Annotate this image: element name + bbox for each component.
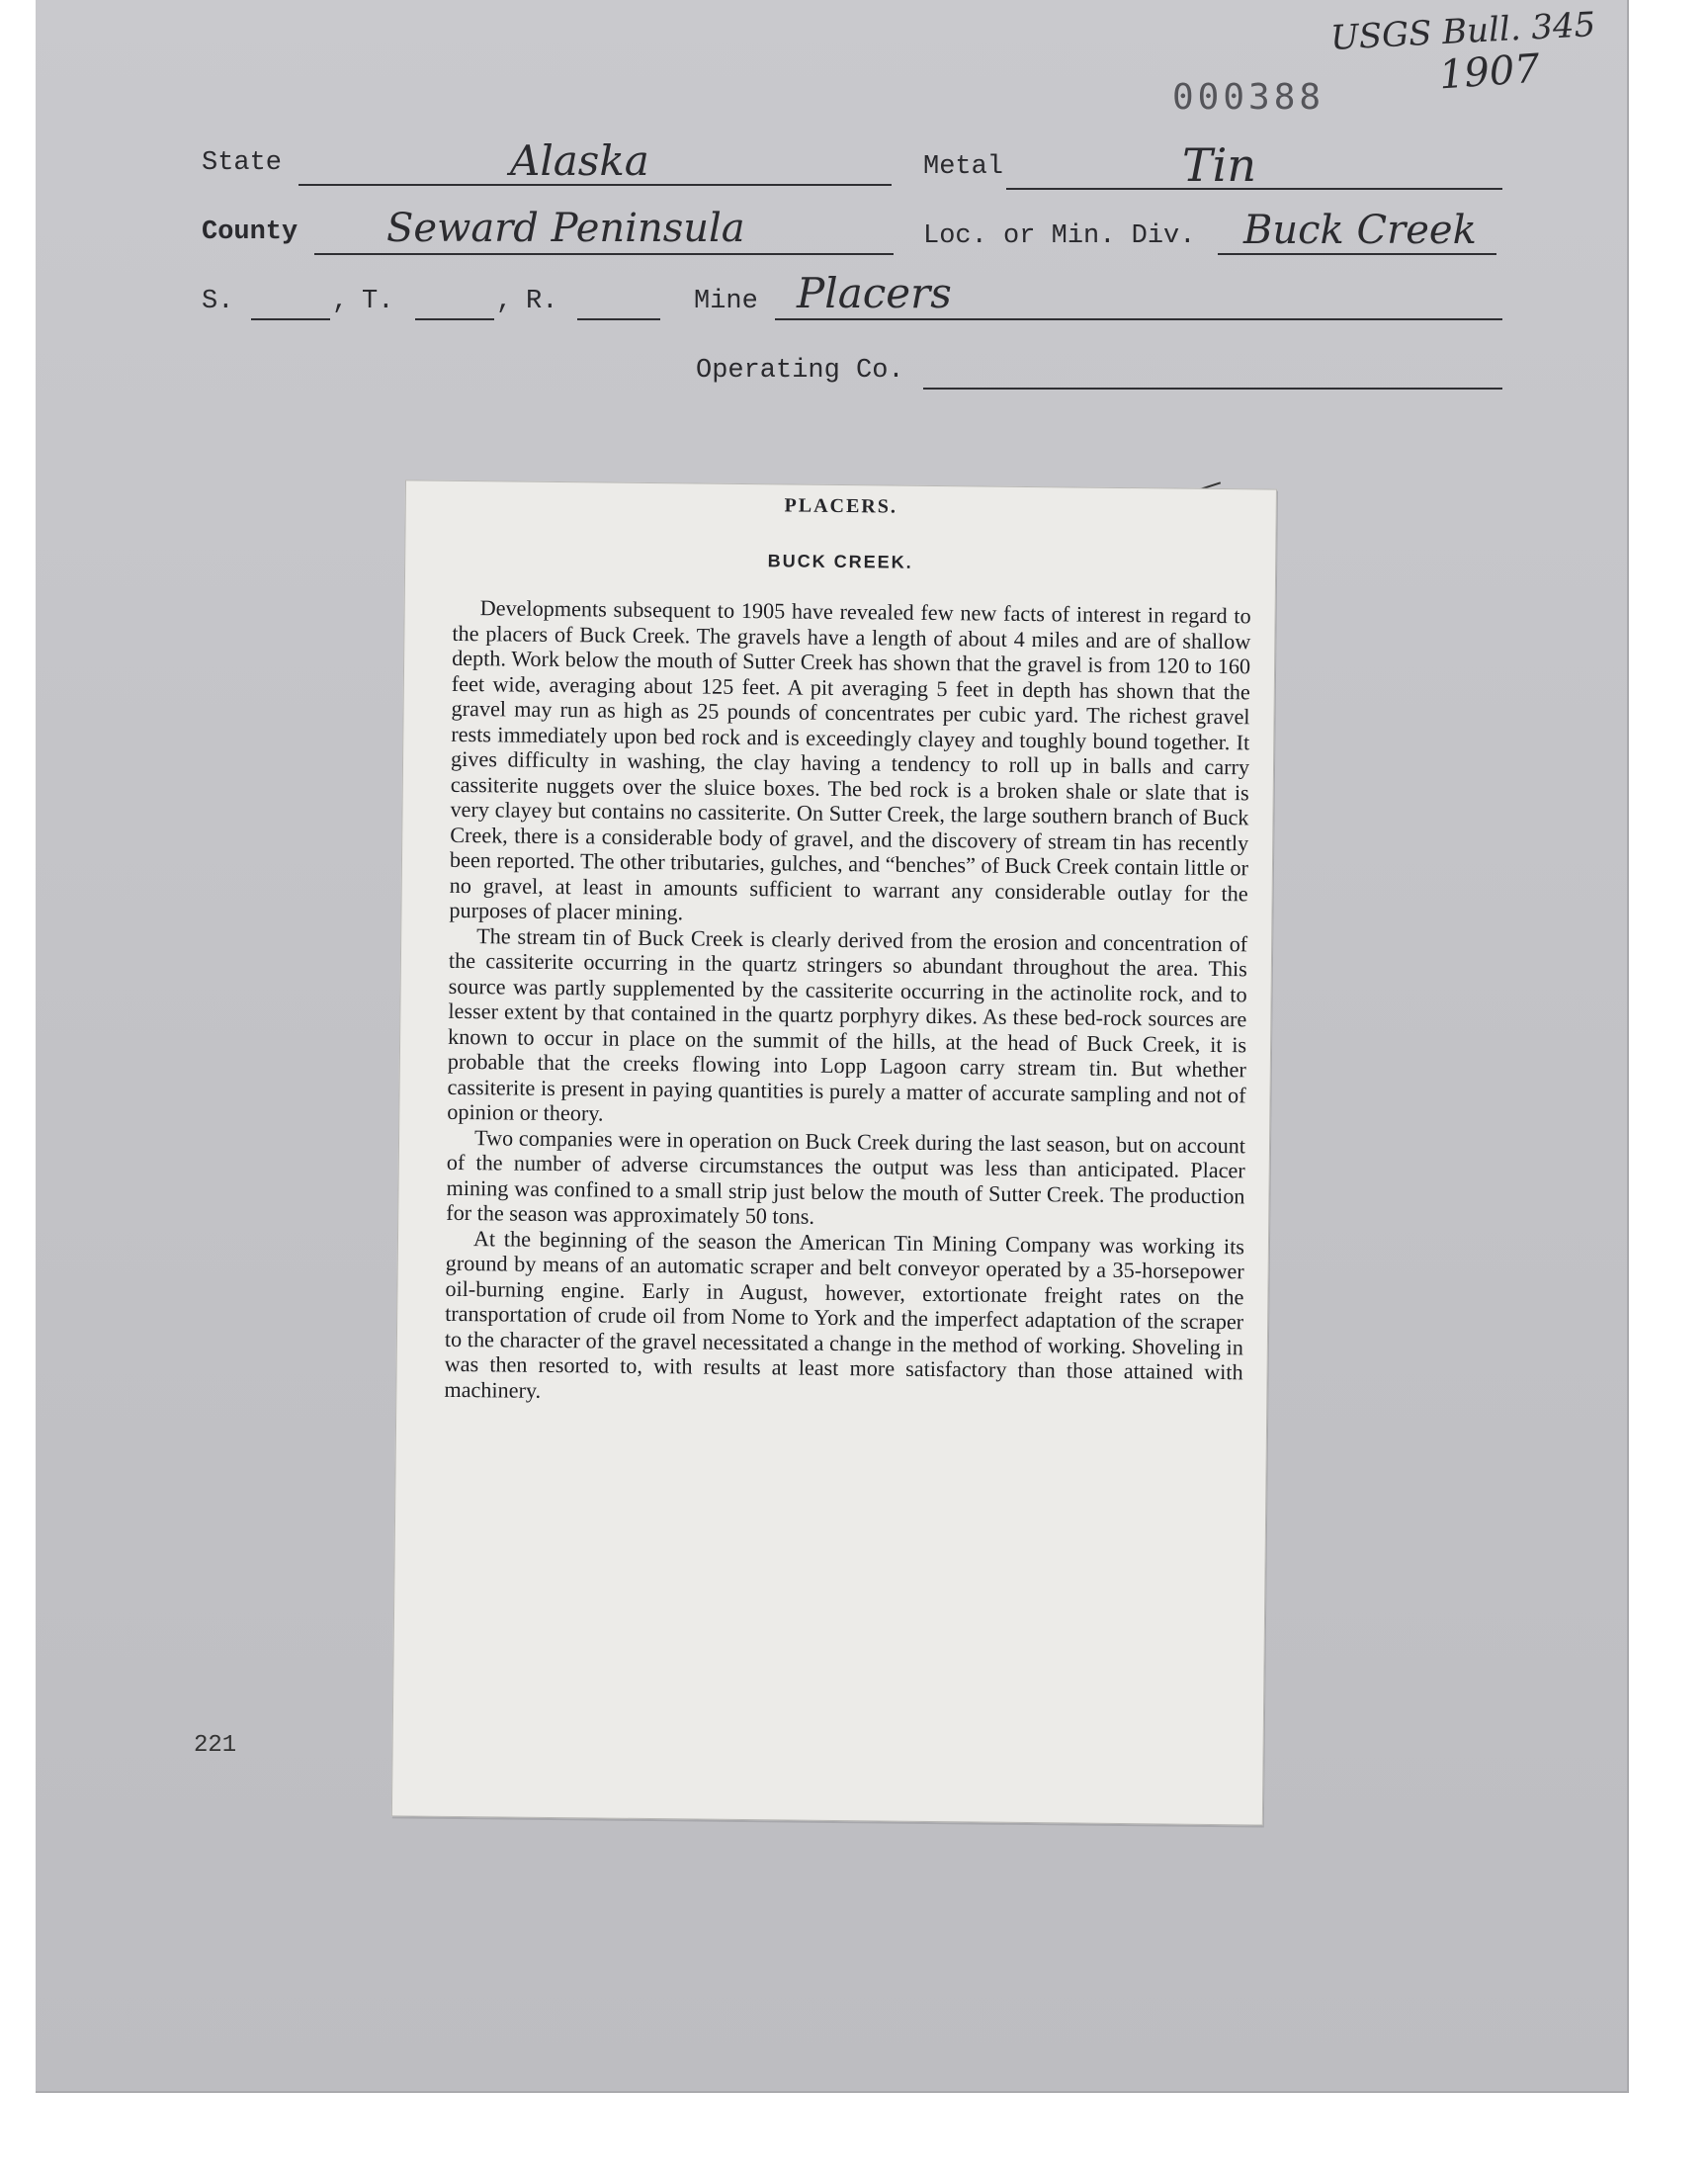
section-field-line xyxy=(251,318,330,320)
clipping-subheading: BUCK CREEK. xyxy=(767,551,913,572)
metal-field-line xyxy=(1006,188,1502,190)
source-note: USGS Bull. 345 xyxy=(1329,5,1597,58)
pasted-clipping xyxy=(391,479,1277,1825)
clipping-heading: PLACERS. xyxy=(784,494,898,518)
state-label: State xyxy=(202,148,283,178)
range-label: R. xyxy=(526,287,558,316)
loc-field-line xyxy=(1218,253,1496,255)
page-number: 221 xyxy=(194,1732,237,1759)
clipping-paragraph: At the beginning of the season the American Tin Mining Company was working its ground by means of an automatic scraper and belt conveyor operated by a 35-horsepower oil-burning engine. Early in August, however, extortionate freight rates on the transportation of crude oil from Nome to York and the imperfect adaptation of the scraper to the character of the gravel necessitated a change in the method of working. Shoveling in was then resorted to, with results at least more satisfactory than those attained with machinery. xyxy=(444,1225,1245,1403)
clipping-paragraph: Two companies were in operation on Buck Creek during the last season, but on account of the number of adverse circumstances the output was less than anticipated. Placer mining was confined to a small strip just below the mouth of Sutter Creek. The production for the season was approximately 50 tons. xyxy=(446,1124,1246,1229)
mine-label: Mine xyxy=(694,287,758,316)
clipping-paragraph: Developments subsequent to 1905 have revealed few new facts of interest in regard to the placers of Buck Creek. The gravels have a length of about 4 miles and are of shallow depth. Work below the mouth of Sutter Creek has shown that the gravel is from 120 to 160 feet wide, averaging about 125 feet. A pit averaging 5 feet in depth has shown that the gravel may run as high as 25 pounds of concentrates per cubic yard. The richest gravel rests immediately upon bed rock and is exceedingly clayey and toughly bound together. It gives difficulty in washing, the clay having a tendency to roll up in balls and carry cassiterite nuggets over the sluice boxes. The bed rock is a broken shale or slate that is very clayey but contains no cassiterite. On Sutter Creek, the large southern branch of Buck Creek, there is a considerable body of gravel, and the discovery of stream tin has recently been reported. The other tributaries, gulches, and “benches” of Buck Creek contain little or no gravel, at least in amounts sufficient to warrant any considerable outlay for the purposes of placer mining. xyxy=(449,595,1251,925)
mine-field-line xyxy=(775,318,1502,320)
operating-co-label: Operating Co. xyxy=(696,356,904,386)
township-label: T. xyxy=(362,287,394,316)
loc-value: Buck Creek xyxy=(1243,208,1477,253)
county-label: County xyxy=(202,218,299,247)
state-value: Alaska xyxy=(510,136,649,185)
loc-label: Loc. or Min. Div. xyxy=(923,221,1196,251)
year-note: 1907 xyxy=(1437,45,1542,99)
metal-value: Tin xyxy=(1182,138,1257,192)
operating-co-field-line xyxy=(923,388,1502,390)
county-value: Seward Peninsula xyxy=(386,206,745,251)
state-field-line xyxy=(299,184,892,186)
township-field-line xyxy=(415,318,494,320)
clipping-body xyxy=(444,595,1251,1410)
township-comma: , xyxy=(496,287,513,316)
county-field-line xyxy=(314,253,894,255)
mine-value: Placers xyxy=(797,269,952,317)
metal-label: Metal xyxy=(923,152,1004,182)
section-label: S. xyxy=(202,287,234,316)
section-comma: , xyxy=(332,287,349,316)
record-number-stamp: 000388 xyxy=(1172,77,1325,118)
range-field-line xyxy=(577,318,660,320)
clipping-paragraph: The stream tin of Buck Creek is clearly derived from the erosion and concentration of the cassiterite occurring in the quartz stringers so abundant throughout the area. This source was partly supplemented by the cassiterite occurring in the actinolite rock, and to lesser extent by that contained in the quartz porphyry dikes. As these bed-rock sources are known to occur in place on the summit of the hills, at the head of Buck Creek, it is probable that the creeks flowing into Lopp Lagoon carry stream tin. But whether cassiterite is present in paying quantities is purely a matter of accurate sampling and not of opinion or theory. xyxy=(447,922,1248,1126)
